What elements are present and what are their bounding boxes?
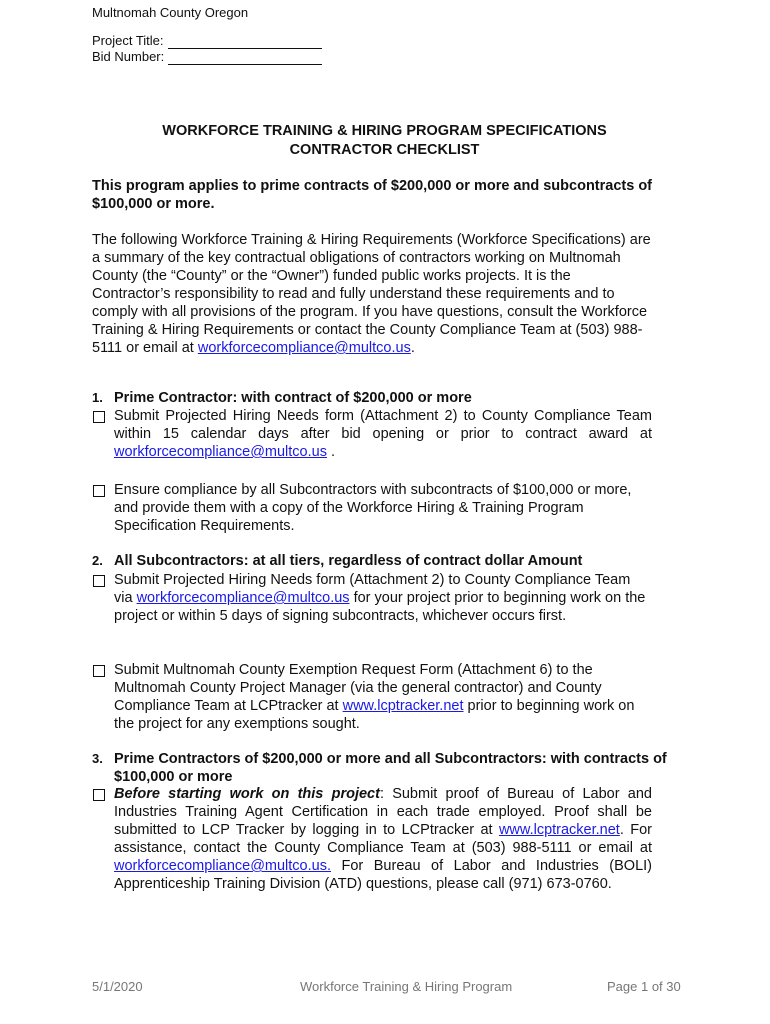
org-name: Multnomah County Oregon [92,5,249,20]
email-link[interactable]: workforcecompliance@multco.us [114,444,327,460]
checkbox[interactable] [93,665,105,677]
item-text: Ensure compliance by all Subcontractors with subcontracts of $100,000 or more, and provide them with a copy of the Workforce Hiring & Training Program Specification Requirements. [114,482,632,534]
intro-text: The following Workforce Training & Hiring Requirements (Workforce Specifications) are a summary of the key contractual obligations of contractors working on Multnomah County (the “County” or the “Owner”) funded public works projects. It is the Contractor’s responsibility to read and fully understand these requirements and to comply with all provisions of the program. If you have questions, consult the Workforce Training & Hiring Requirements or contact the County Compliance Team at (503) 988-5111 or email at [92,232,651,356]
footer-date: 5/1/2020 [92,979,143,994]
item-text: Submit Projected Hiring Needs form (Attachment 2) to County Compliance Team within 15 calendar days after bid opening or prior to contract award at workforcecompliance@multco.us . [114,408,652,460]
checklist-item [92,407,652,461]
checklist-item [92,661,652,733]
email-link[interactable]: workforcecompliance@multco.us [136,590,350,606]
section-2-heading [92,552,682,570]
lcptracker-link[interactable]: www.lcptracker.net [342,698,464,714]
intro-end: . [410,340,415,356]
section-2-number: 2. [92,553,103,568]
applies-statement: This program applies to prime contracts of $200,000 or more and subcontracts of $100,000 or more. [92,178,653,212]
checkbox[interactable] [93,485,105,497]
footer-program: Workforce Training & Hiring Program [300,979,513,994]
checkbox[interactable] [93,411,105,423]
checklist-item [92,481,652,535]
footer-page-number: Page 1 of 30 [607,979,681,994]
item-text: Submit Projected Hiring Needs form (Attachment 2) to County Compliance Team via workforcecompliance@multco.us for your project prior to beginning work on the project or within 5 days of signing subcontracts, whichever occurs first. [114,572,646,624]
section-2-title: All Subcontractors: at all tiers, regardless of contract dollar Amount [114,553,583,569]
checklist-item [92,785,652,893]
bid-number-row [92,49,322,65]
item-text: Before starting work on this project: Submit proof of Bureau of Labor and Industries Training Agent Certification in each trade employed. Proof shall be submitted to LCP Tracker by logging in to LCPtracker at www.lcptracker.net. For assistance, contact the County Compliance Team at (503) 988-5111 or email at workforcecompliance@multco.us. For Bureau of Labor and Industries (BOLI) Apprenticeship Training Division (ATD) questions, please call (971) 673-0760. [114,786,652,892]
checkbox[interactable] [93,575,105,587]
intro-email-link[interactable]: workforcecompliance@multco.us [197,340,411,356]
intro-paragraph [92,231,652,357]
item-text: Submit Multnomah County Exemption Request Form (Attachment 6) to the Multnomah County Project Manager (via the general contractor) and County Compliance Team at LCPtracker at www.lcptracker.net prior to beginning work on the project for any exemptions sought. [114,662,635,732]
section-3-title: Prime Contractors of $200,000 or more and all Subcontractors: with contracts of $100,000 or more [114,751,667,785]
project-title-label: Project Title: [92,33,164,48]
title-line-2: CONTRACTOR CHECKLIST [289,142,480,158]
section-3-heading [92,750,682,786]
title-line-1: WORKFORCE TRAINING & HIRING PROGRAM SPECIFICATIONS [162,123,607,139]
project-title-row [92,33,322,49]
item-lead: Before starting work on this project [114,786,380,802]
section-1-number: 1. [92,390,103,405]
bid-number-label: Bid Number: [92,49,165,64]
section-3-number: 3. [92,751,103,766]
lcptracker-link[interactable]: www.lcptracker.net [498,822,620,838]
email-link[interactable]: workforcecompliance@multco.us. [114,858,331,874]
checkbox[interactable] [93,789,105,801]
document-title [92,122,677,160]
bid-number-field[interactable] [168,52,322,65]
section-1-title: Prime Contractor: with contract of $200,000 or more [114,390,472,406]
project-title-field[interactable] [168,36,322,49]
checklist-item [92,571,652,625]
section-1-heading [92,389,682,407]
